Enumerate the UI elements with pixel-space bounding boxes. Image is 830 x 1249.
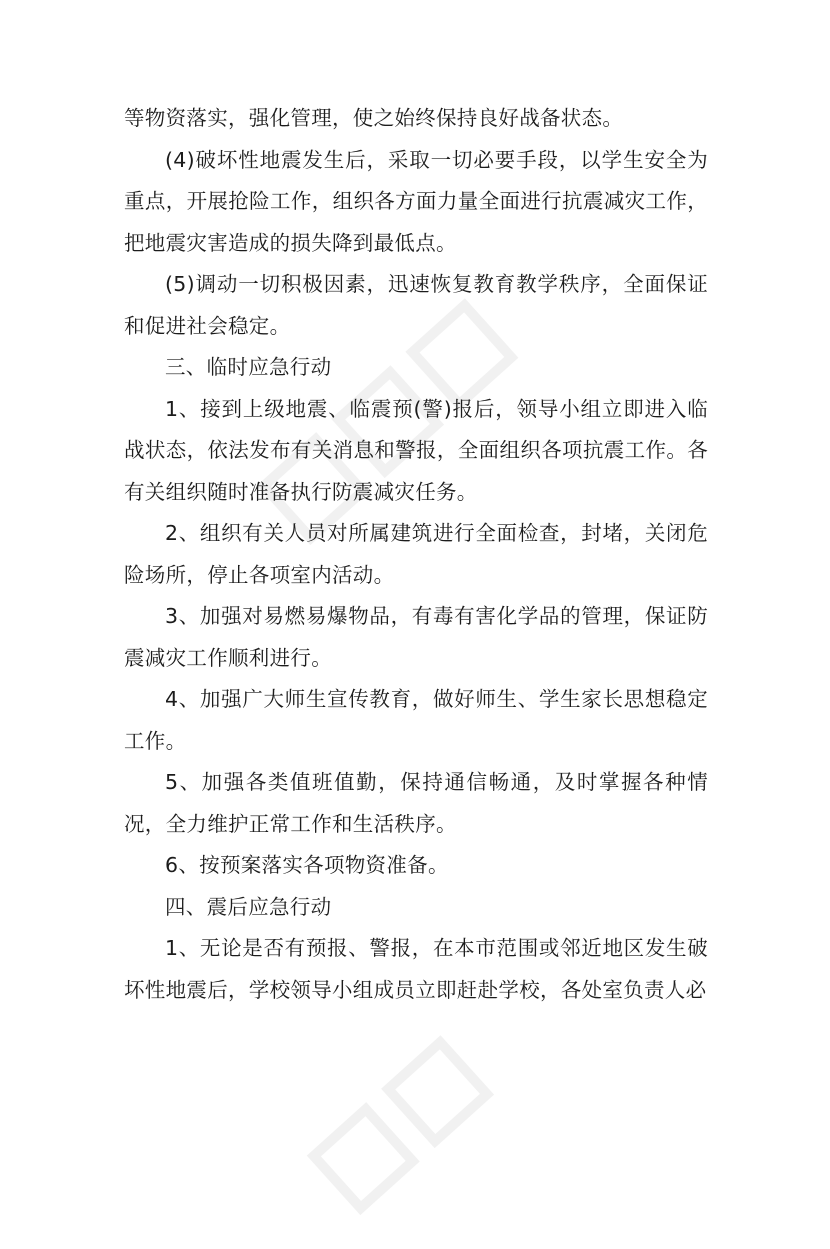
section-heading: 三、临时应急行动 — [165, 355, 332, 379]
paragraph: 1、接到上级地震、临震预(警)报后，领导小组立即进入临战状态，依法发布有关消息和警报，全面组织各项抗震工作。各有关组织随时准备执行防震减灾任务。 — [124, 396, 708, 504]
paragraph: (4)破坏性地震发生后，采取一切必要手段，以学生安全为重点，开展抢险工作，组织各方面力量全面进行抗震减灾工作，把地震灾害造成的损失降到最低点。 — [124, 147, 708, 255]
section-heading: 四、震后应急行动 — [165, 894, 332, 919]
paragraph: 3、加强对易燃易爆物品，有毒有害化学品的管理，保证防震减灾工作顺利进行。 — [124, 604, 708, 670]
paragraph: 5、加强各类值班值勤，保持通信畅通，及时掌握各种情况，全力维护正常工作和生活秩序。 — [124, 770, 708, 836]
paragraph: 1、无论是否有预报、警报，在本市范围或邻近地区发生破坏性地震后，学校领导小组成员立即赶赴学校，各处室负责人必 — [124, 936, 708, 1002]
paragraph: 2、组织有关人员对所属建筑进行全面检查，封堵，关闭危险场所，停止各项室内活动。 — [124, 521, 708, 587]
document-body — [124, 98, 708, 1011]
paragraph: (5)调动一切积极因素，迅速恢复教育教学秩序，全面保证和促进社会稳定。 — [124, 272, 708, 338]
paragraph: 等物资落实，强化管理，使之始终保持良好战备状态。 — [124, 106, 624, 130]
paragraph: 6、按预案落实各项物资准备。 — [165, 853, 449, 877]
paragraph: 4、加强广大师生宣传教育，做好师生、学生家长思想稳定工作。 — [124, 687, 708, 753]
